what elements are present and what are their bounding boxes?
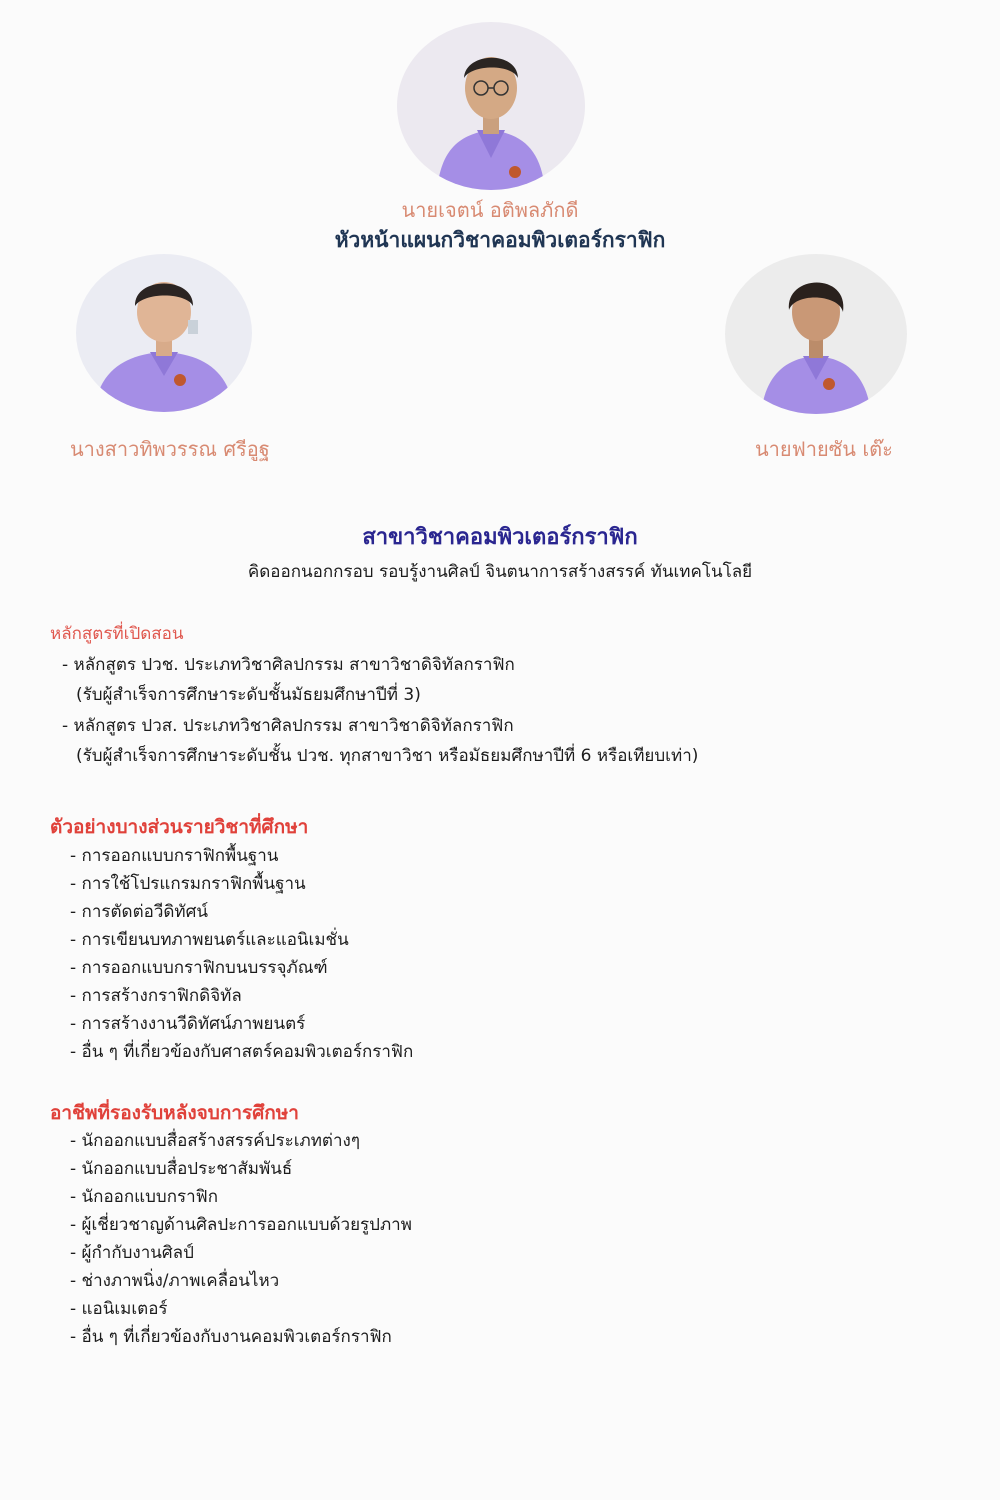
career-item: - นักออกแบบสื่อสร้างสรรค์ประเภทต่างๆ: [70, 1131, 360, 1151]
subject-item: - การใช้โปรแกรมกราฟิกพื้นฐาน: [70, 874, 306, 894]
career-item: - ช่างภาพนิ่ง/ภาพเคลื่อนไหว: [70, 1271, 280, 1291]
subject-item: - การออกแบบกราฟิกพื้นฐาน: [70, 846, 279, 866]
career-item: - ผู้เชี่ยวชาญด้านศิลปะการออกแบบด้วยรูปภาพ: [70, 1215, 412, 1235]
head-name: นายเจตน์ อติพลภักดี: [401, 198, 579, 222]
subject-item: - การตัดต่อวีดิทัศน์: [70, 902, 209, 922]
career-item: - นักออกแบบกราฟิก: [70, 1187, 219, 1207]
career-item: - นักออกแบบสื่อประชาสัมพันธ์: [70, 1159, 293, 1179]
curriculum-heading: หลักสูตรที่เปิดสอน: [50, 624, 184, 644]
subject-item: - อื่น ๆ ที่เกี่ยวข้องกับศาสตร์คอมพิวเตอร์กราฟิก: [70, 1042, 414, 1062]
staff-name-right: นายฟายซัน เต๊ะ: [755, 437, 893, 461]
staff-name-left: นางสาวทิพวรรณ ศรีอูฐ: [70, 437, 270, 461]
program-note: (รับผู้สำเร็จการศึกษาระดับชั้นมัธยมศึกษาปีที่ 3): [76, 685, 421, 705]
staff-right-photo: [725, 254, 907, 414]
program-note: (รับผู้สำเร็จการศึกษาระดับชั้น ปวช. ทุกสาขาวิชา หรือมัธยมศึกษาปีที่ 6 หรือเทียบเท่า): [76, 746, 699, 766]
subject-item: - การเขียนบทภาพยนตร์และแอนิเมชั่น: [70, 930, 349, 950]
program-title: - หลักสูตร ปวช. ประเภทวิชาศิลปกรรม สาขาวิชาดิจิทัลกราฟิก: [62, 655, 515, 675]
staff-portrait-left: [76, 254, 252, 412]
department-title: สาขาวิชาคอมพิวเตอร์กราฟิก: [362, 525, 638, 550]
subjects-heading: ตัวอย่างบางส่วนรายวิชาที่ศึกษา: [50, 816, 309, 838]
subject-item: - การออกแบบกราฟิกบนบรรจุภัณฑ์: [70, 958, 328, 978]
careers-heading: อาชีพที่รองรับหลังจบการศึกษา: [50, 1102, 299, 1124]
program-title: - หลักสูตร ปวส. ประเภทวิชาศิลปกรรม สาขาวิชาดิจิทัลกราฟิก: [62, 716, 514, 736]
head-portrait: [397, 22, 585, 190]
subject-item: - การสร้างงานวีดิทัศน์ภาพยนตร์: [70, 1014, 306, 1034]
career-item: - แอนิเมเตอร์: [70, 1299, 168, 1319]
staff-left-photo: [76, 254, 252, 412]
head-photo: [397, 22, 585, 190]
subject-item: - การสร้างกราฟิกดิจิทัล: [70, 986, 242, 1006]
career-item: - อื่น ๆ ที่เกี่ยวข้องกับงานคอมพิวเตอร์กราฟิก: [70, 1327, 392, 1347]
head-role: หัวหน้าแผนกวิชาคอมพิวเตอร์กราฟิก: [334, 228, 666, 252]
department-slogan: คิดออกนอกกรอบ รอบรู้งานศิลป์ จินตนาการสร้างสรรค์ ทันเทคโนโลยี: [247, 562, 753, 582]
staff-portrait-right: [725, 254, 907, 414]
career-item: - ผู้กำกับงานศิลป์: [70, 1243, 194, 1263]
